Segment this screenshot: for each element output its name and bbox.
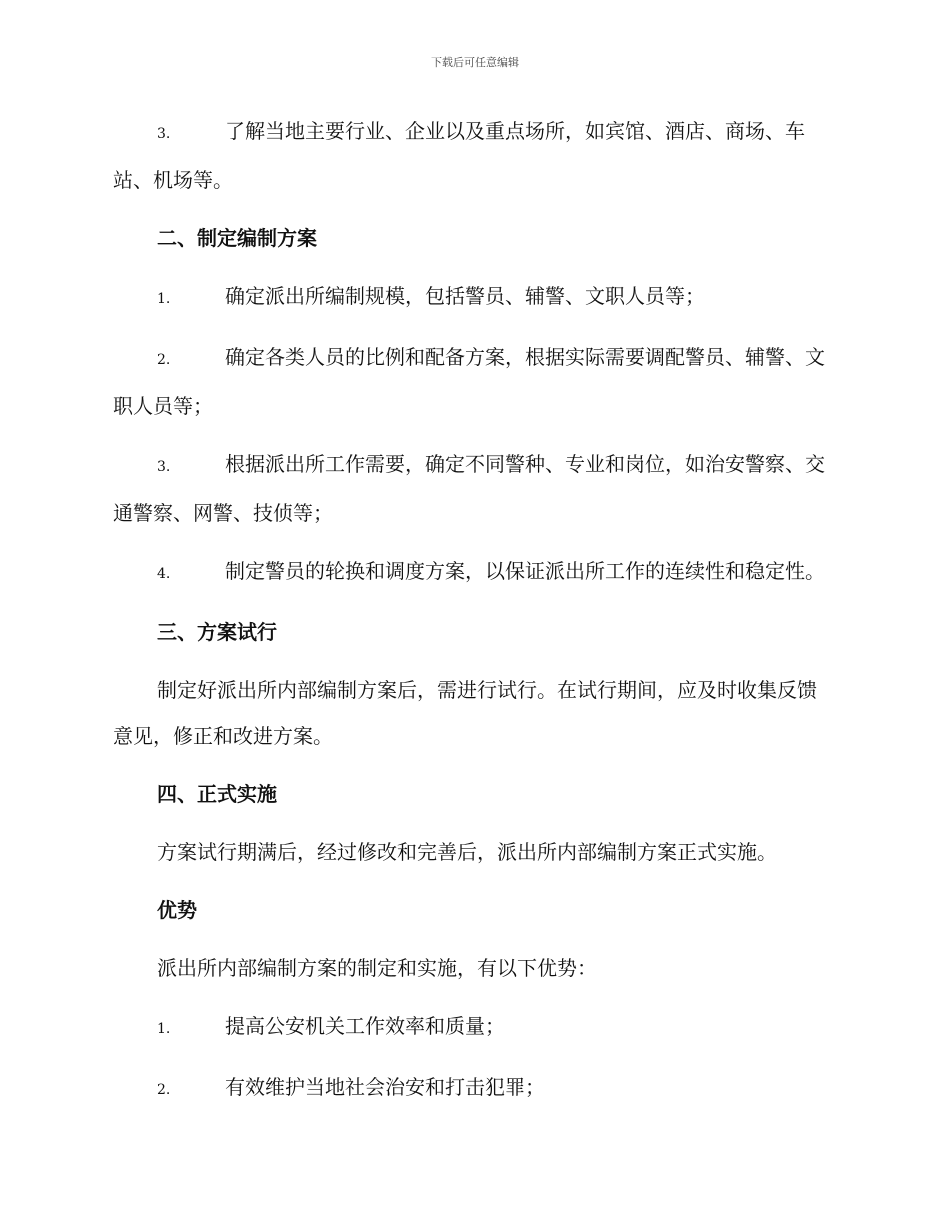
list-item bbox=[113, 273, 835, 322]
section-heading: 优势 bbox=[157, 898, 197, 922]
item-text: 了解当地主要行业、企业以及重点场所，如宾馆、酒店、商场、车站、机场等。 bbox=[113, 119, 805, 192]
paragraph: 制定好派出所内部编制方案后，需进行试行。在试行期间，应及时收集反馈意见，修正和改进方案。 bbox=[113, 678, 817, 748]
list-item bbox=[113, 548, 835, 597]
paragraph: 方案试行期满后，经过修改和完善后，派出所内部编制方案正式实施。 bbox=[157, 840, 777, 864]
paragraph: 派出所内部编制方案的制定和实施，有以下优势： bbox=[157, 956, 597, 980]
item-number: 1. bbox=[157, 291, 171, 307]
list-item bbox=[113, 441, 835, 536]
item-text: 有效维护当地社会治安和打击犯罪； bbox=[225, 1075, 545, 1099]
list-item bbox=[113, 1064, 835, 1113]
item-text: 根据派出所工作需要，确定不同警种、专业和岗位，如治安警察、交通警察、网警、技侦等； bbox=[113, 452, 825, 525]
item-number: 2. bbox=[157, 1082, 171, 1098]
item-number: 4. bbox=[157, 566, 171, 582]
item-number: 2. bbox=[157, 352, 171, 368]
item-text: 制定警员的轮换和调度方案，以保证派出所工作的连续性和稳定性。 bbox=[225, 559, 825, 583]
list-item bbox=[113, 334, 835, 429]
item-text: 确定派出所编制规模，包括警员、辅警、文职人员等； bbox=[225, 284, 705, 308]
item-number: 3. bbox=[157, 459, 171, 475]
document-body bbox=[113, 108, 835, 1125]
item-text: 确定各类人员的比例和配备方案，根据实际需要调配警员、辅警、文职人员等； bbox=[113, 345, 825, 418]
item-number: 3. bbox=[157, 126, 171, 142]
list-item bbox=[113, 108, 835, 203]
section-heading: 三、方案试行 bbox=[157, 620, 277, 644]
item-number: 1. bbox=[157, 1021, 171, 1037]
page-header: 下载后可任意编辑 bbox=[431, 56, 519, 69]
section-heading: 二、制定编制方案 bbox=[157, 226, 317, 250]
list-item bbox=[113, 1003, 835, 1052]
item-text: 提高公安机关工作效率和质量； bbox=[225, 1014, 505, 1038]
section-heading: 四、正式实施 bbox=[157, 782, 277, 806]
